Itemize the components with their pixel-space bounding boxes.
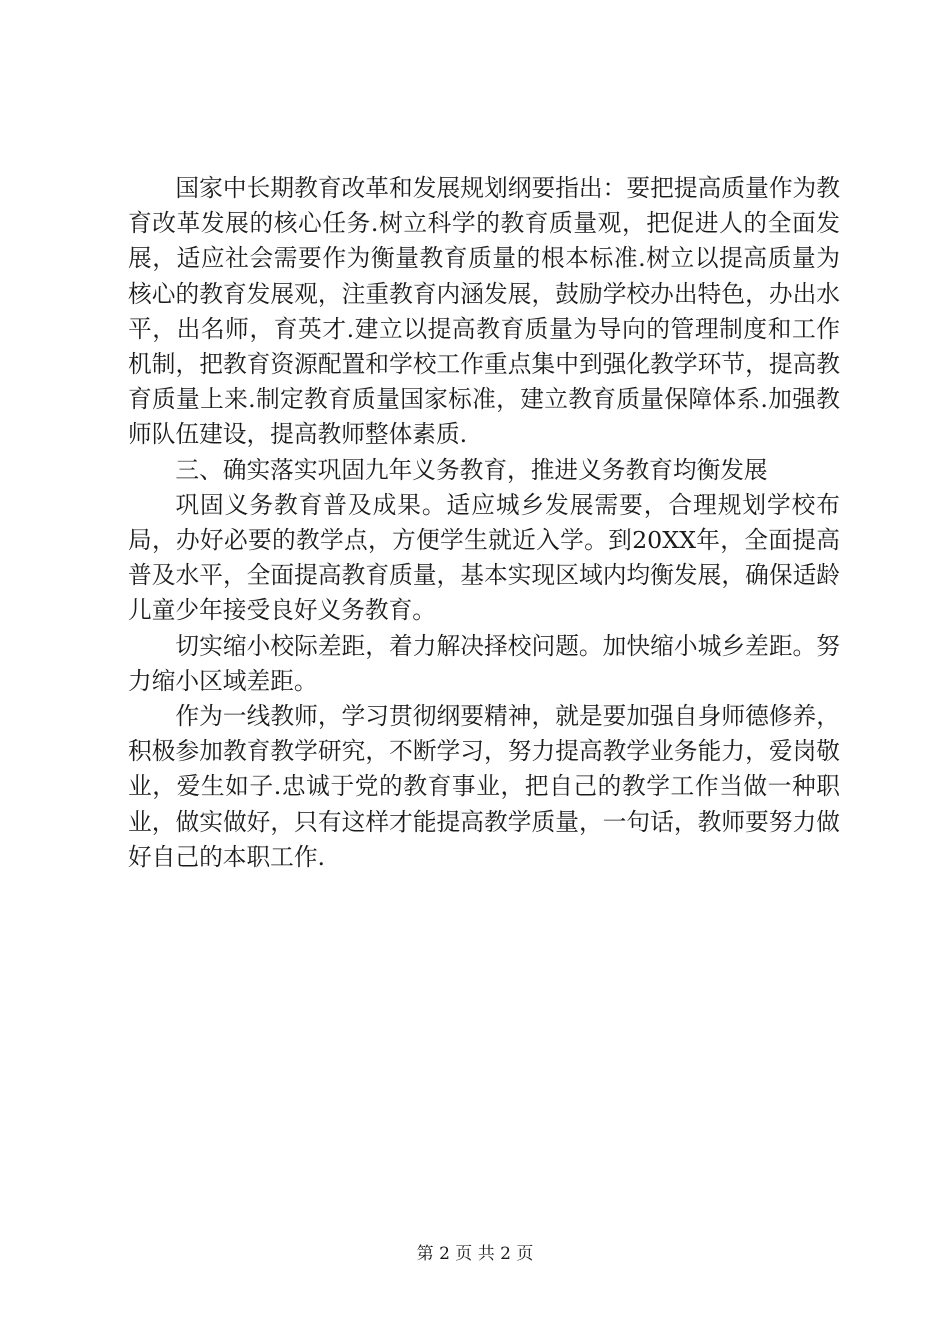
document-body bbox=[128, 171, 840, 875]
paragraph-teacher-duty: 作为一线教师，学习贯彻纲要精神，就是要加强自身师德修养，积极参加教育教学研究，不断学习，努力提高教学业务能力，爱岗敬业，爱生如子.忠诚于党的教育事业，把自己的教学工作当做一种职业，做实做好，只有这样才能提高教学质量，一句话，教师要努力做好自己的本职工作. bbox=[128, 702, 840, 871]
paragraph-quality-goal: 国家中长期教育改革和发展规划纲要指出：要把提高质量作为教育改革发展的核心任务.树立科学的教育质量观，把促进人的全面发展，适应社会需要作为衡量教育质量的根本标准.树立以提高质量为核心的教育发展观，注重教育内涵发展，鼓励学校办出特色，办出水平，出名师，育英才.建立以提高教育质量为导向的管理制度和工作机制，把教育资源配置和学校工作重点集中到强化教学环节，提高教育质量上来.制定教育质量国家标准，建立教育质量保障体系.加强教师队伍建设，提高教师整体素质. bbox=[128, 174, 840, 449]
paragraph-narrow-gap: 切实缩小校际差距，着力解决择校问题。加快缩小城乡差距。努力缩小区域差距。 bbox=[128, 631, 840, 695]
paragraph-compulsory-education: 巩固义务教育普及成果。适应城乡发展需要，合理规划学校布局，办好必要的教学点，方便学生就近入学。到20XX年，全面提高普及水平，全面提高教育质量，基本实现区域内均衡发展，确保适龄儿童少年接受良好义务教育。 bbox=[128, 490, 840, 625]
section-heading: 三、确实落实巩固九年义务教育，推进义务教育均衡发展 bbox=[175, 455, 768, 484]
page-number-footer: 第 2 页 共 2 页 bbox=[416, 1244, 534, 1264]
